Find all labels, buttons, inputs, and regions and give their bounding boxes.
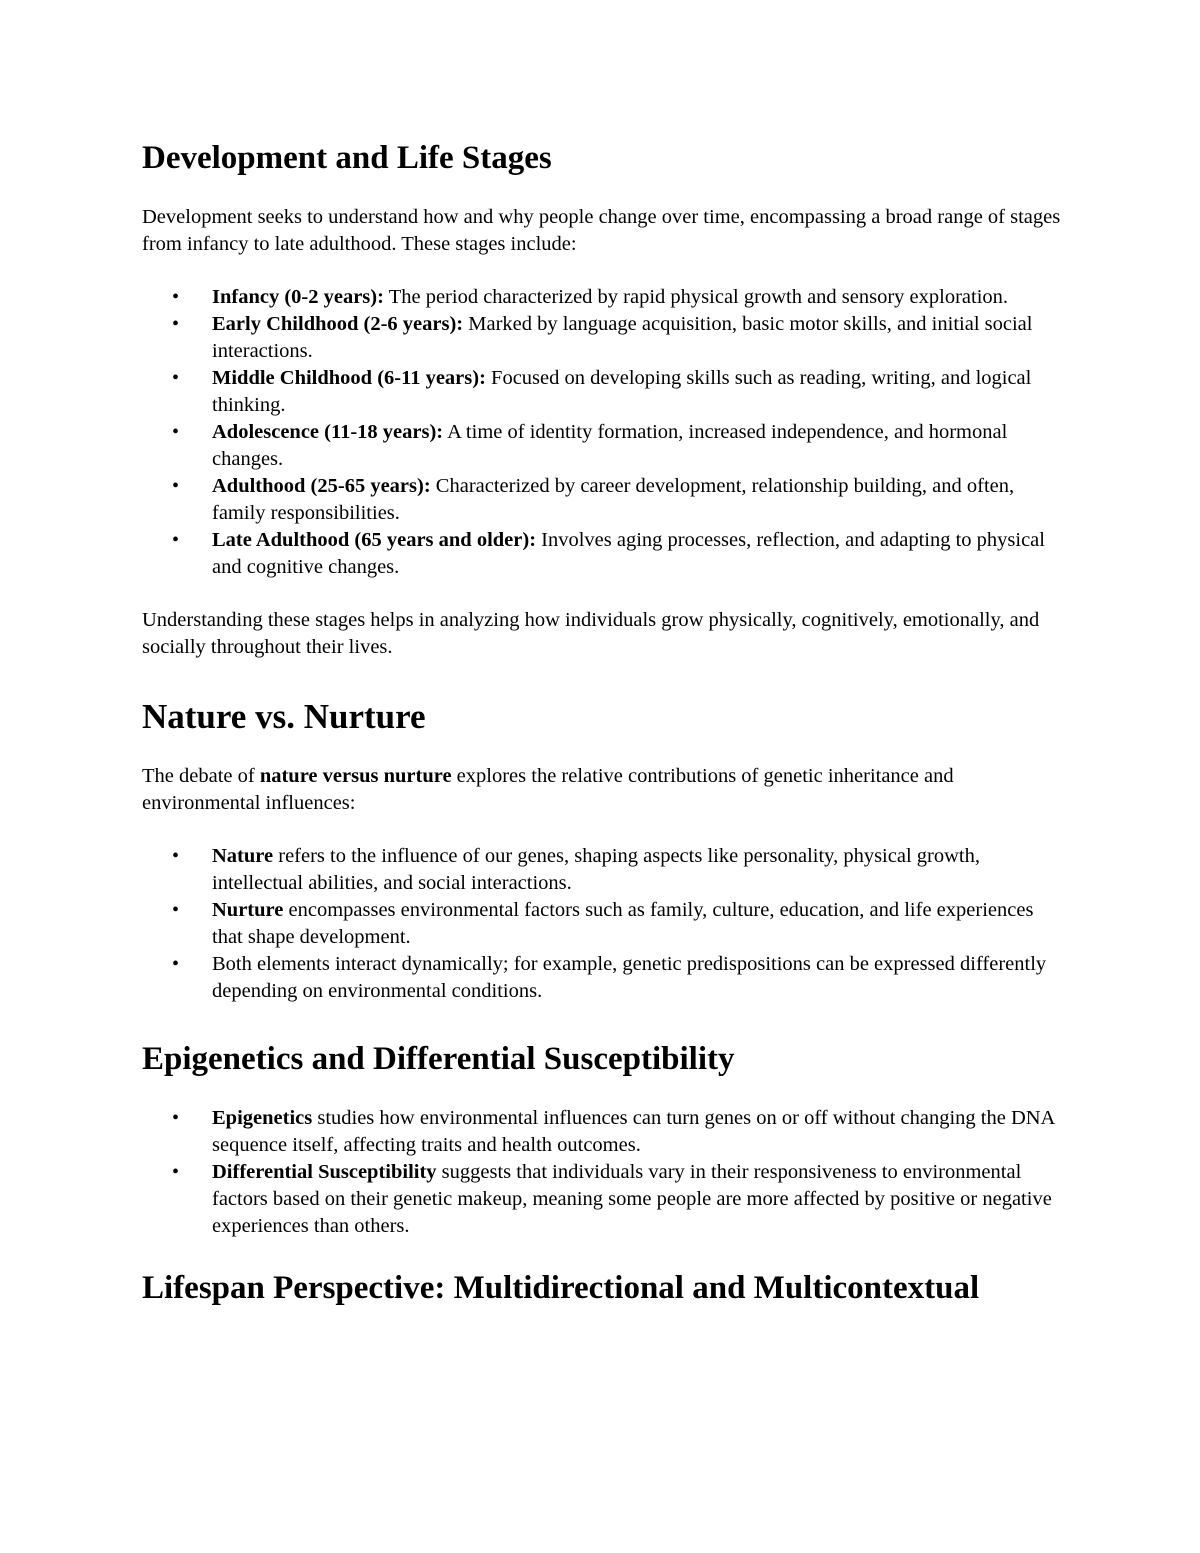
heading-lifespan-perspective: Lifespan Perspective: Multidirectional and Multicontextual: [142, 1270, 980, 1307]
bullet-icon: •: [172, 953, 180, 976]
item-text: Both elements interact dynamically; for example, genetic predispositions can be expressed differently depending on environmental conditions.: [212, 953, 1047, 1003]
paragraph-development-intro: Development seeks to understand how and why people change over time, encompassing a broad range of stages from infancy to late adulthood. These stages include:: [142, 205, 1061, 255]
stage-label: Adolescence (11-18 years):: [212, 420, 444, 443]
intro-text-after: explores the relative contributions of genetic inheritance and environmental influences:: [142, 765, 954, 815]
bullet-icon: •: [172, 420, 180, 443]
item-label: Differential Susceptibility: [212, 1161, 437, 1184]
item-text: suggests that individuals vary in their responsiveness to environmental factors based on their genetic makeup, meaning some people are more affected by positive or negative experiences than others.: [212, 1161, 1052, 1238]
stage-label: Middle Childhood (6-11 years):: [212, 366, 486, 389]
bullet-icon: •: [172, 366, 180, 389]
stage-label: Adulthood (25-65 years):: [212, 474, 431, 497]
item-text: encompasses environmental factors such as family, culture, education, and life experiences that shape development.: [212, 899, 1034, 949]
list-life-stages: [142, 284, 1062, 581]
intro-text-before: The debate of: [142, 765, 260, 788]
item-label: Nature: [212, 845, 274, 868]
intro-bold-term: nature versus nurture: [259, 765, 452, 788]
bullet-icon: •: [172, 285, 180, 308]
list-item-both-elements: [142, 951, 1062, 1005]
list-item-differential-susceptibility: [142, 1159, 1062, 1240]
list-item-epigenetics: [142, 1105, 1062, 1159]
stage-label: Infancy (0-2 years):: [212, 285, 384, 308]
list-item-adulthood: [142, 473, 1062, 527]
paragraph-nature-nurture-intro: [142, 763, 1062, 817]
stage-text: A time of identity formation, increased independence, and hormonal changes.: [212, 420, 1008, 470]
list-item-adolescence: [142, 419, 1062, 473]
list-epigenetics: [142, 1105, 1062, 1240]
bullet-icon: •: [172, 312, 180, 335]
stage-text: Focused on developing skills such as reading, writing, and logical thinking.: [212, 366, 1032, 416]
heading-epigenetics: Epigenetics and Differential Susceptibility: [142, 1041, 735, 1078]
list-item-nurture: [142, 897, 1062, 951]
stage-text: Involves aging processes, reflection, and adapting to physical and cognitive changes.: [212, 528, 1045, 578]
heading-development-life-stages: Development and Life Stages: [142, 140, 552, 176]
document-page: [142, 140, 1062, 1308]
bullet-icon: •: [172, 474, 180, 497]
paragraph-development-outro: Understanding these stages helps in analyzing how individuals grow physically, cognitively, emotionally, and socially throughout their lives.: [142, 608, 1040, 658]
bullet-icon: •: [172, 899, 180, 922]
list-nature-nurture: [142, 843, 1062, 1005]
heading-nature-nurture: Nature vs. Nurture: [142, 696, 426, 736]
item-label: Epigenetics: [212, 1107, 313, 1130]
item-label: Nurture: [212, 899, 284, 922]
stage-text: The period characterized by rapid physical growth and sensory exploration.: [383, 285, 1009, 308]
bullet-icon: •: [172, 1107, 180, 1130]
bullet-icon: •: [172, 845, 180, 868]
item-text: studies how environmental influences can turn genes on or off without changing the DNA sequence itself, affecting traits and health outcomes.: [212, 1107, 1055, 1157]
list-item-middle-childhood: [142, 365, 1062, 419]
stage-label: Early Childhood (2-6 years):: [212, 312, 464, 335]
bullet-icon: •: [172, 1161, 180, 1184]
list-item-infancy: [142, 284, 1062, 311]
stage-text: Characterized by career development, relationship building, and often, family responsibilities.: [212, 474, 1015, 524]
list-item-nature: [142, 843, 1062, 897]
list-item-late-adulthood: [142, 527, 1062, 581]
list-item-early-childhood: [142, 311, 1062, 365]
stage-label: Late Adulthood (65 years and older):: [212, 528, 537, 551]
stage-text: Marked by language acquisition, basic motor skills, and initial social interactions.: [212, 312, 1033, 362]
item-text: refers to the influence of our genes, shaping aspects like personality, physical growth, intellectual abilities, and social interactions.: [212, 845, 980, 895]
bullet-icon: •: [172, 528, 180, 551]
